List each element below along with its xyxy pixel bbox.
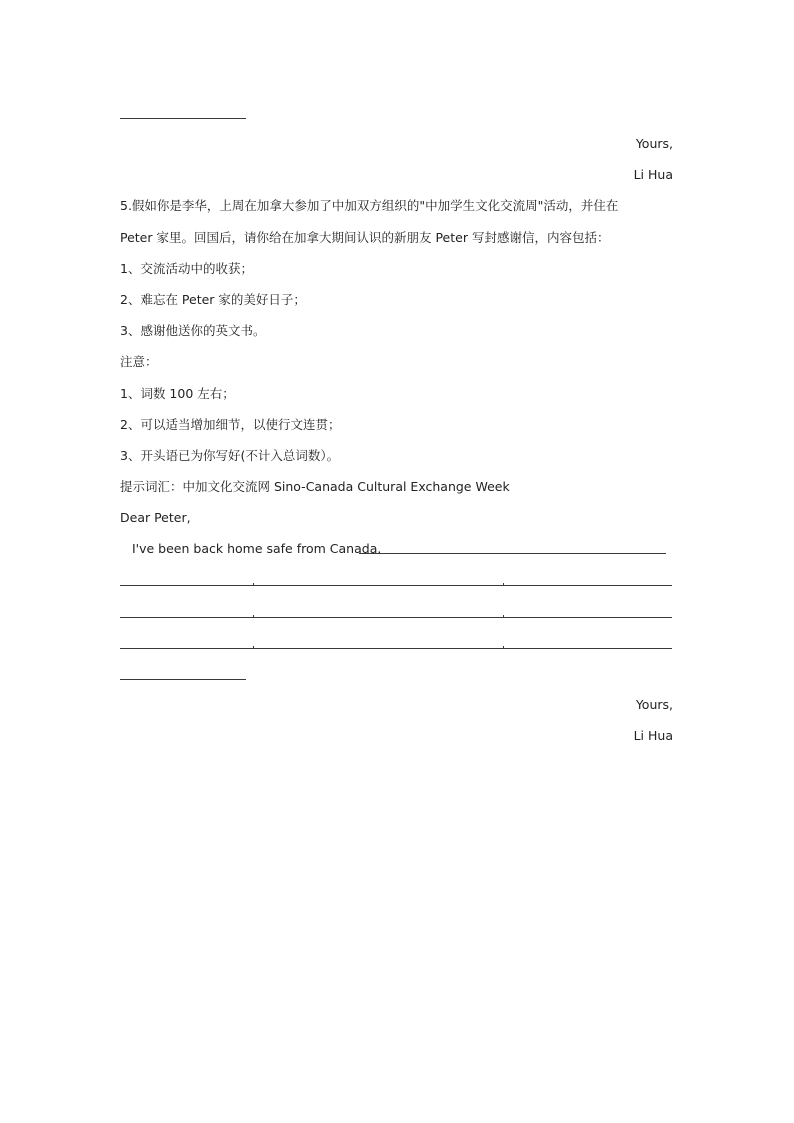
sign-off-yours-bottom: Yours, bbox=[635, 697, 673, 712]
line-segment-mark bbox=[503, 615, 504, 618]
content-item-2: 2、难忘在 Peter 家的美好日子； bbox=[120, 292, 306, 307]
line-segment-mark bbox=[253, 583, 254, 586]
answer-line-1 bbox=[120, 585, 672, 586]
line-segment-mark bbox=[503, 583, 504, 586]
answer-line-short-top bbox=[120, 118, 246, 119]
sign-off-yours-top: Yours, bbox=[635, 136, 673, 151]
content-item-3: 3、感谢他送你的英文书。 bbox=[120, 323, 266, 338]
hint-vocabulary: 提示词汇：中加文化交流网 Sino-Canada Cultural Exchange Week bbox=[120, 479, 510, 494]
sign-off-name-bottom: Li Hua bbox=[633, 728, 673, 743]
line-segment-mark bbox=[253, 646, 254, 649]
sign-off-name-top: Li Hua bbox=[633, 167, 673, 182]
question-line-2: Peter 家里。回国后，请你给在加拿大期间认识的新朋友 Peter 写封感谢信，内容包括： bbox=[120, 230, 610, 245]
line-segment-mark bbox=[253, 615, 254, 618]
answer-line-3 bbox=[120, 648, 672, 649]
letter-greeting: Dear Peter, bbox=[120, 510, 191, 525]
notice-title: 注意： bbox=[120, 354, 158, 369]
question-line-1: 5.假如你是李华，上周在加拿大参加了中加双方组织的"中加学生文化交流周"活动，并住在 bbox=[120, 198, 619, 213]
content-item-1: 1、交流活动中的收获； bbox=[120, 261, 253, 276]
answer-line-short-bottom bbox=[120, 679, 246, 680]
notice-item-3: 3、开头语已为你写好(不计入总词数）。 bbox=[120, 448, 340, 463]
answer-line-opening bbox=[359, 553, 666, 554]
letter-opening: I've been back home safe from Canada. bbox=[132, 541, 382, 556]
line-segment-mark bbox=[503, 646, 504, 649]
answer-line-2 bbox=[120, 617, 672, 618]
notice-item-1: 1、词数 100 左右； bbox=[120, 386, 235, 401]
notice-item-2: 2、可以适当增加细节，以使行文连贯； bbox=[120, 417, 341, 432]
